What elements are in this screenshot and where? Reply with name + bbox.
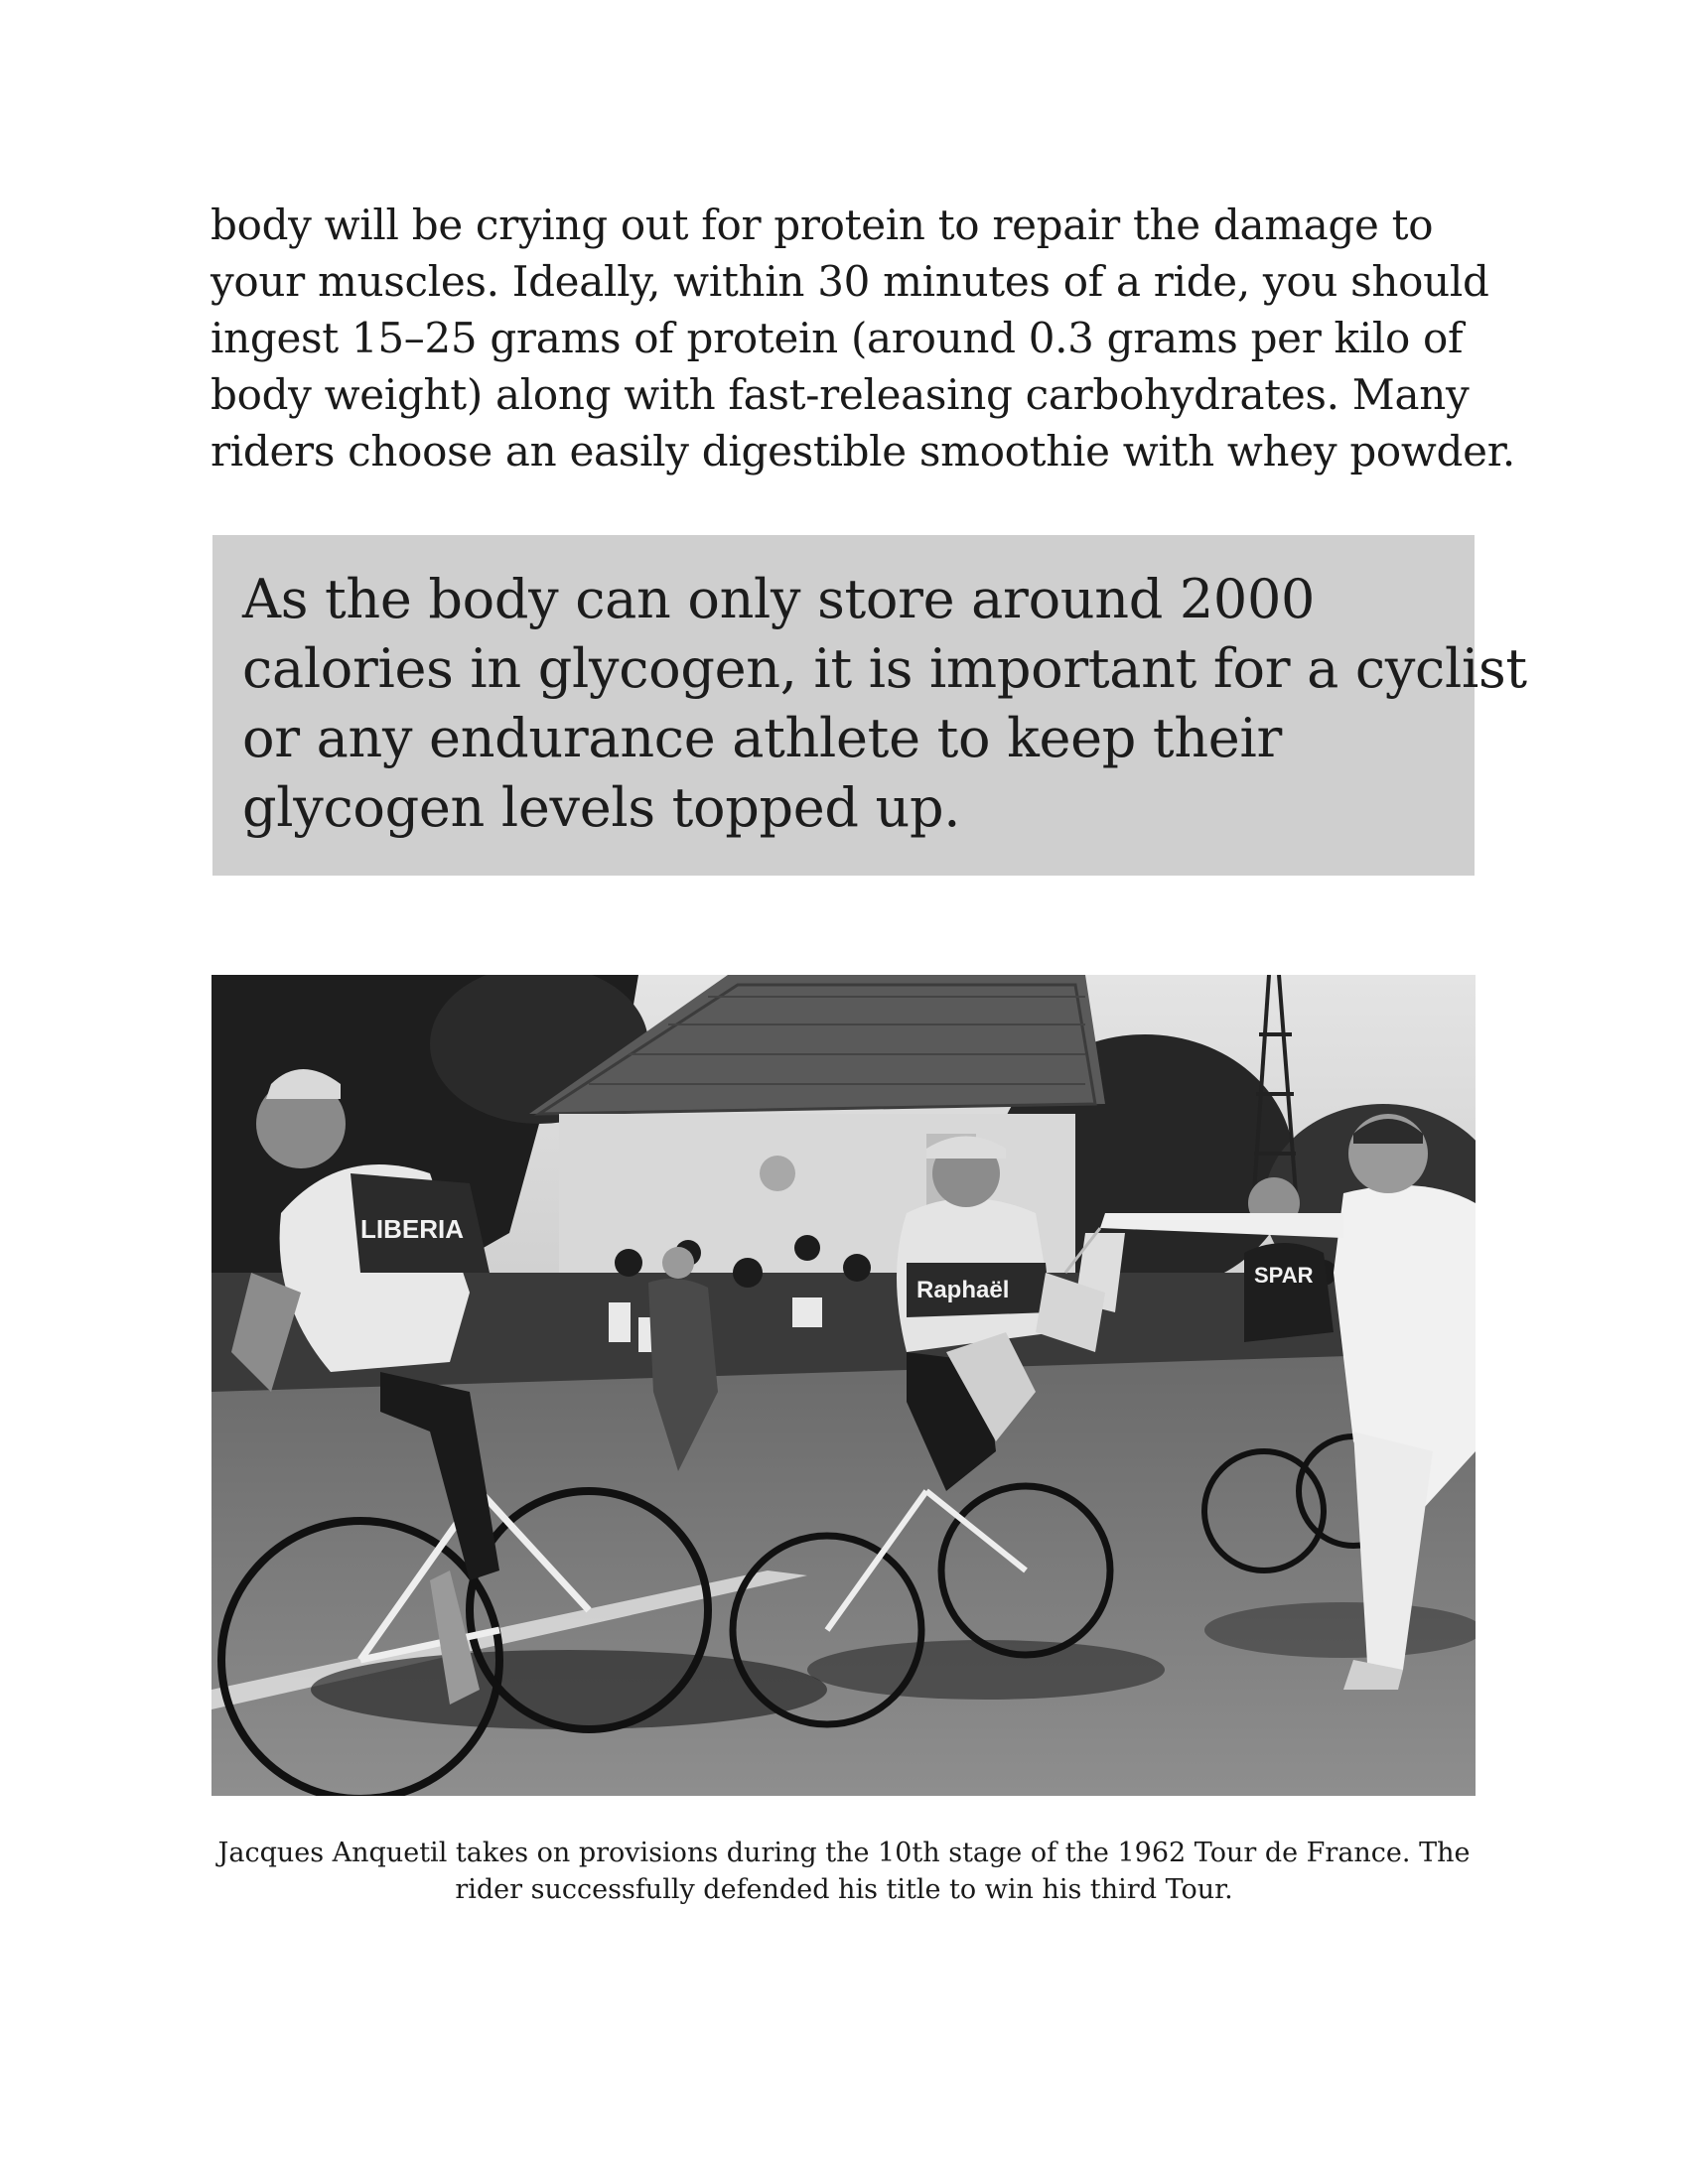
cycling-photo-illustration bbox=[211, 975, 1476, 1796]
pull-quote-line: or any endurance athlete to keep their bbox=[242, 707, 1282, 769]
pull-quote-text bbox=[242, 565, 1527, 843]
body-line: body will be crying out for protein to repair the damage to bbox=[211, 201, 1434, 249]
body-line: body weight) along with fast-releasing carbohydrates. Many bbox=[211, 370, 1470, 419]
caption-line: rider successfully defended his title to win his third Tour. bbox=[455, 1874, 1233, 1905]
caption-line: Jacques Anquetil takes on provisions during the 10th stage of the 1962 Tour de France. The bbox=[217, 1838, 1471, 1868]
pull-quote-box bbox=[212, 535, 1527, 876]
body-paragraph bbox=[211, 197, 1515, 479]
pull-quote-line: As the body can only store around 2000 bbox=[242, 568, 1316, 630]
jersey-text: SPAR bbox=[1254, 1263, 1314, 1288]
pull-quote-line: glycogen levels topped up. bbox=[242, 776, 961, 839]
body-line: ingest 15–25 grams of protein (around 0.3 grams per kilo of bbox=[211, 314, 1464, 362]
pull-quote-line: calories in glycogen, it is important for a cyclist bbox=[242, 637, 1527, 700]
photo-caption bbox=[149, 1835, 1539, 1908]
jersey-text: Raphaël bbox=[916, 1277, 1010, 1303]
body-line: riders choose an easily digestible smoothie with whey powder. bbox=[211, 427, 1515, 476]
body-line: your muscles. Ideally, within 30 minutes of a ride, you should bbox=[211, 257, 1489, 306]
jersey-text: LIBERIA bbox=[360, 1214, 464, 1244]
cycling-photo bbox=[211, 975, 1476, 1796]
